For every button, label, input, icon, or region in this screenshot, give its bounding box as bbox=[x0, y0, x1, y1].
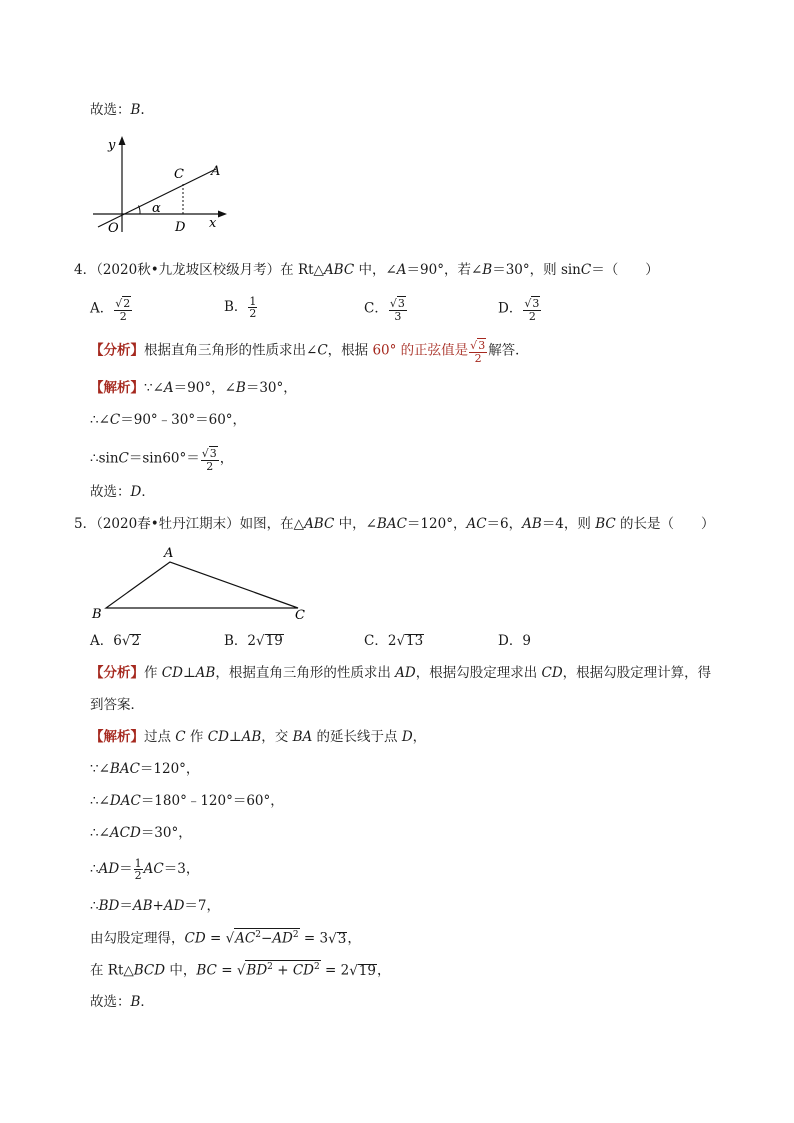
math-segment: BD bbox=[98, 898, 120, 914]
q4-option-b[interactable]: B． $\frac{1}{2}$ bbox=[224, 295, 257, 320]
math-segment: ，交 bbox=[261, 729, 293, 745]
q4-solution-2: ∴∠C＝90°﹣30°＝60°， bbox=[90, 412, 247, 428]
q4-stem: 4．（2020秋•九龙坡区校级月考）在 Rt△ABC 中，∠A＝90°，若∠B＝30°，则 sinC＝（ ） bbox=[74, 262, 659, 278]
label-y: y bbox=[108, 138, 116, 153]
q4-solution-3: ∴sinC＝sin60°＝ $\frac{√3}{2}$ ， bbox=[90, 447, 234, 473]
q4-option-a[interactable]: A． $\frac{√2}{2}$ bbox=[90, 297, 131, 323]
label-c: C bbox=[295, 608, 305, 623]
math-segment: ⊥ bbox=[182, 665, 196, 681]
y-axis-arrow bbox=[119, 136, 126, 145]
math-segment: ∵∠ bbox=[90, 761, 110, 777]
q4-analysis: 【分析】根据直角三角形的性质求出∠C，根据 60° 的正弦值是 $\frac{√3}{2}$ 解答． bbox=[90, 339, 529, 365]
math-segment: ＝ bbox=[119, 898, 133, 914]
math-segment: CD bbox=[207, 729, 229, 745]
label-d: D bbox=[175, 220, 186, 235]
math-segment: ，根据勾股定理计算，得 bbox=[562, 665, 712, 681]
q4-option-d[interactable]: D． $\frac{√3}{2}$ bbox=[498, 297, 540, 323]
math-segment: ＝30°， bbox=[140, 825, 192, 841]
math-segment: AB bbox=[132, 898, 153, 914]
q4-option-c[interactable]: C． $\frac{√3}{3}$ bbox=[364, 297, 405, 323]
math-segment: 作 bbox=[185, 729, 208, 745]
math-segment: 的延长线于点 bbox=[312, 729, 402, 745]
math-segment: CD bbox=[161, 665, 183, 681]
math-segment: ACD bbox=[109, 825, 141, 841]
label-x: x bbox=[209, 216, 217, 231]
q5-option-b[interactable]: B．2√19 bbox=[224, 633, 283, 649]
q5-solution-4 bbox=[90, 823, 192, 843]
math-segment: ＝120°， bbox=[139, 761, 200, 777]
ray-oa bbox=[98, 169, 216, 227]
math-segment: 作 bbox=[144, 665, 162, 681]
q5-analysis-2: 到答案． bbox=[90, 697, 144, 713]
math-segment: DAC bbox=[109, 793, 141, 809]
q4-solution-1: 【解析】∵∠A＝90°，∠B＝30°， bbox=[90, 380, 297, 396]
angle-figure bbox=[88, 132, 238, 237]
math-segment: ∴ bbox=[90, 898, 99, 914]
q5-option-c[interactable]: C．2√13 bbox=[364, 633, 424, 649]
q5-analysis-text bbox=[144, 665, 711, 681]
q5-solution-3 bbox=[90, 791, 284, 811]
q5-stem: 5．（2020春•牡丹江期末）如图，在△ABC 中，∠BAC＝120°，AC＝6，AB＝4，则 BC 的长是（ ） bbox=[74, 516, 715, 532]
math-segment: AD bbox=[163, 898, 185, 914]
q5-solution-5: ∴AD＝ $\frac{1}{2}$ AC＝3， bbox=[90, 857, 200, 882]
math-segment: ⊥ bbox=[228, 729, 242, 745]
q5-solution-6 bbox=[90, 896, 220, 916]
label-c: C bbox=[174, 167, 184, 182]
math-segment: ∴∠ bbox=[90, 793, 110, 809]
math-segment: AD bbox=[395, 665, 416, 681]
math-segment: 过点 bbox=[144, 729, 176, 745]
math-segment: ，根据勾股定理求出 bbox=[415, 665, 542, 681]
math-segment: BAC bbox=[109, 761, 140, 777]
q5-option-a[interactable]: A．6√2 bbox=[90, 633, 141, 649]
math-segment: ， bbox=[412, 729, 427, 745]
label-a: A bbox=[164, 546, 174, 561]
math-segment: + bbox=[152, 898, 164, 914]
q4-answer: 故选：D． bbox=[90, 484, 155, 500]
math-segment: C bbox=[175, 729, 186, 745]
q5-analysis-1: 【分析】作 CD⊥AB，根据直角三角形的性质求出 AD，根据勾股定理求出 CD，根据勾股定理计算，得 bbox=[90, 665, 712, 681]
label-alpha: α bbox=[152, 201, 161, 216]
q5-option-d[interactable]: D．9 bbox=[498, 633, 531, 649]
q5-answer: 故选：B． bbox=[90, 994, 154, 1010]
x-axis-arrow bbox=[218, 211, 227, 218]
math-segment: AB bbox=[195, 665, 216, 681]
math-segment: ＝7， bbox=[184, 898, 220, 914]
math-segment: CD bbox=[541, 665, 563, 681]
q5-solution-2 bbox=[90, 759, 199, 779]
math-segment: ∴∠ bbox=[90, 825, 110, 841]
previous-answer: 故选：B. bbox=[90, 102, 145, 118]
math-segment: ，根据直角三角形的性质求出 bbox=[215, 665, 396, 681]
label-o: O bbox=[108, 221, 119, 236]
math-segment: BA bbox=[292, 729, 313, 745]
q5-solution-7: 由勾股定理得，CD = $√AC^2-AD^2 = 3√3$， bbox=[90, 930, 361, 947]
triangle-abc bbox=[106, 562, 298, 608]
math-segment: AB bbox=[241, 729, 262, 745]
label-a: A bbox=[211, 164, 221, 179]
math-segment: D bbox=[401, 729, 413, 745]
label-b: B bbox=[92, 607, 102, 622]
triangle-figure bbox=[88, 542, 318, 624]
q5-solution-1: 【解析】过点 C 作 CD⊥AB，交 BA 的延长线于点 D， bbox=[90, 729, 427, 745]
math-segment: ＝180°﹣120°＝60°， bbox=[140, 793, 284, 809]
q5-solution-8: 在 Rt△BCD 中，BC = $√BD^2 + CD^2 = 2√19$， bbox=[90, 962, 391, 979]
